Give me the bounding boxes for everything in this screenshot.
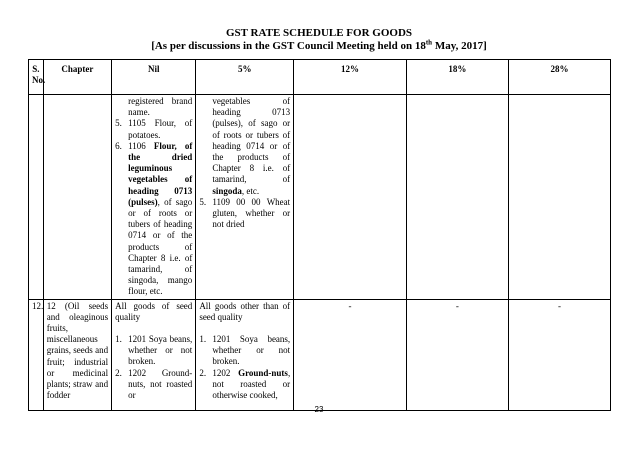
table-row: [29, 95, 611, 300]
list-item: [115, 141, 192, 298]
gst-rate-table: [28, 59, 611, 411]
item-text: registered brand name.: [128, 96, 193, 118]
cell-28pct: -: [508, 299, 610, 410]
list-item: [115, 368, 192, 402]
cell-chapter: 12 (Oil seeds and oleaginous fruits, miscellaneous grains, seeds and fruit; industrial or medicinal plants; straw and fodder: [43, 299, 111, 410]
nil-items-list: [115, 96, 192, 298]
item-bold-text: singoda: [212, 185, 242, 196]
subtitle-text: [As per discussions in the GST Council Meeting held on 18: [151, 40, 426, 52]
header-sno: S. No.: [29, 60, 44, 95]
five-items-list: [199, 334, 290, 401]
item-text: 1109 00 00 Wheat gluten, whether or not dried: [212, 196, 291, 230]
five-items-list: [199, 96, 290, 230]
item-number: 6.: [115, 140, 122, 151]
item-text: 1106: [128, 140, 154, 151]
item-number: 2.: [115, 367, 122, 378]
item-text: , not roasted or otherwise cooked,: [212, 367, 291, 401]
table-row: [29, 299, 611, 410]
item-text: 1201 Soya beans, whether or not broken.: [128, 334, 193, 367]
list-item: [115, 96, 192, 118]
cell-chapter: [43, 95, 111, 300]
item-text: , of sago or of roots or tubers of heading 0714 or of the products of Chapter 8 i.e. of tamarind, of singoda, mango flour, etc.: [128, 196, 193, 297]
cell-18pct: [406, 95, 508, 300]
cell-12pct: -: [294, 299, 407, 410]
item-number: 1.: [115, 334, 122, 345]
cell-nil: [112, 95, 196, 300]
item-text: 1105 Flour, of potatoes.: [128, 118, 193, 140]
item-bold-text: Ground-nuts: [238, 367, 288, 378]
cell-5pct: [196, 299, 294, 410]
nil-items-list: [115, 334, 192, 401]
item-bold-text: Flour, of the dried leguminous vegetables of heading 0713 (pulses): [128, 140, 193, 207]
item-text: vegetables of heading 0713 (pulses), of sago or of roots or tubers of heading 0714 or of the products of Chapter 8 i.e. of tamarind, of: [212, 96, 291, 185]
page-subtitle: [0, 40, 638, 52]
cell-18pct: -: [406, 299, 508, 410]
list-item: [115, 118, 192, 140]
header-12pct: 12%: [294, 60, 407, 95]
page-title: GST RATE SCHEDULE FOR GOODS: [225, 27, 413, 39]
page-number: 23: [314, 405, 324, 414]
cell-sno: 12.: [29, 299, 44, 410]
item-number: 5.: [199, 196, 207, 207]
header-5pct: 5%: [196, 60, 294, 95]
five-intro: All goods other than of seed quality: [199, 300, 291, 322]
list-item: [199, 197, 290, 231]
cell-nil: [112, 299, 196, 410]
item-text: 1201 Soya beans, whether or not broken.: [212, 334, 291, 367]
list-item: [115, 334, 192, 368]
cell-28pct: [508, 95, 610, 300]
header-28pct: 28%: [508, 60, 610, 95]
subtitle-text-end: May, 2017]: [432, 40, 487, 52]
subtitle-superscript: th: [425, 38, 433, 47]
item-number: 5.: [115, 118, 122, 129]
header-nil: Nil: [112, 60, 196, 95]
table-header-row: [29, 60, 611, 95]
list-item: [199, 334, 290, 368]
item-number: 1.: [199, 334, 207, 345]
list-item: [199, 368, 290, 402]
item-text: 1202 Ground-nuts, not roasted or: [128, 367, 193, 401]
item-number: 2.: [199, 367, 207, 378]
header-chapter: Chapter: [43, 60, 111, 95]
header-18pct: 18%: [406, 60, 508, 95]
item-text: , etc.: [241, 185, 260, 196]
cell-5pct: [196, 95, 294, 300]
list-item: [199, 96, 290, 197]
cell-12pct: [294, 95, 407, 300]
nil-intro: All goods of seed quality: [115, 300, 193, 322]
item-text: 1202: [212, 367, 239, 378]
cell-sno: [29, 95, 44, 300]
